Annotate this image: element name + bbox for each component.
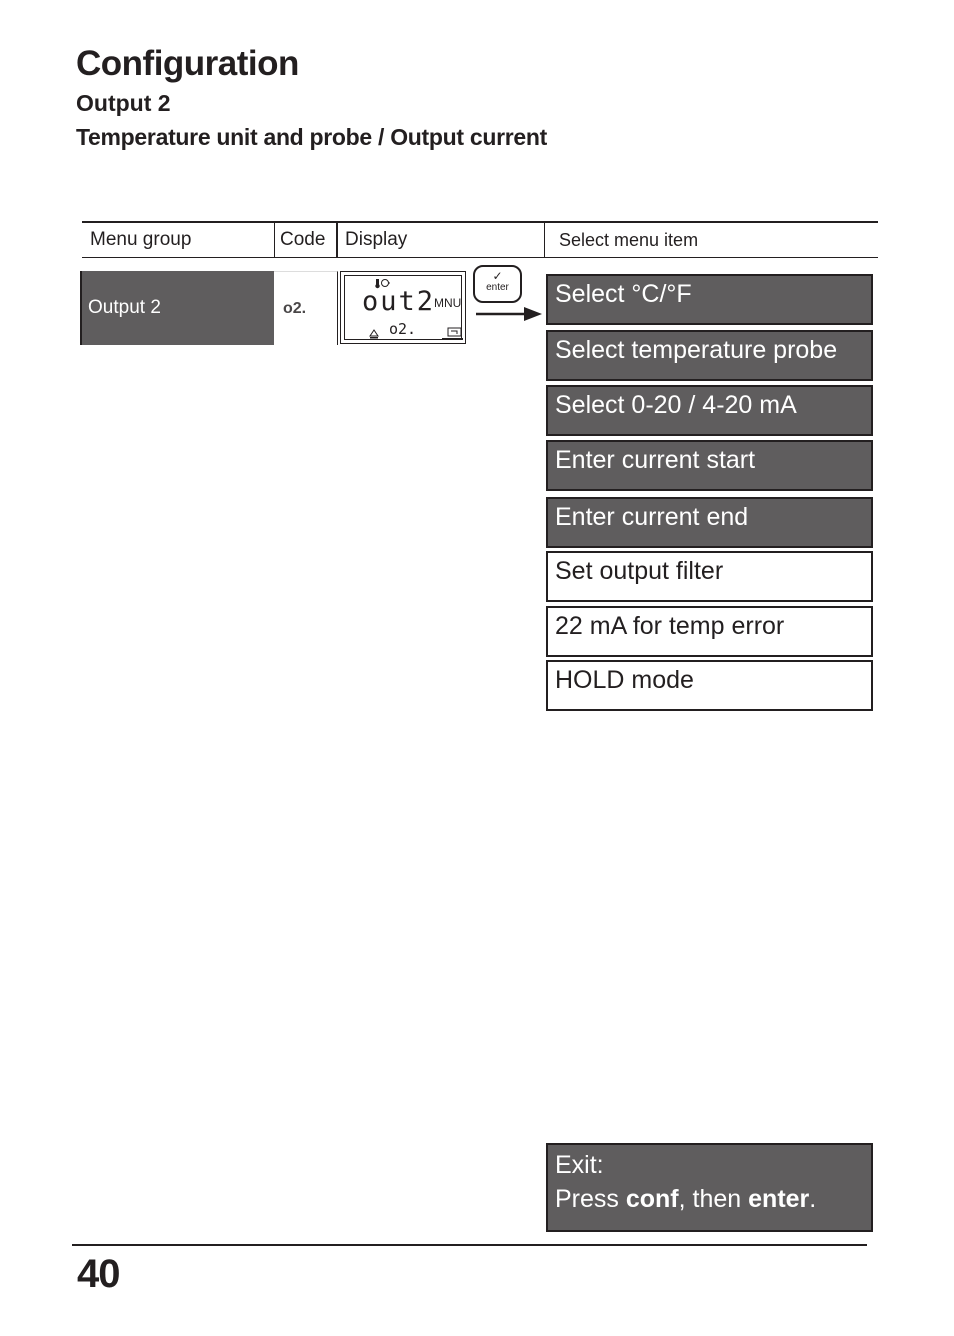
arrow-right-icon <box>476 305 544 323</box>
menu-item-hold-mode[interactable]: HOLD mode <box>546 660 873 711</box>
menu-item-select-temp-probe[interactable]: Select temperature probe <box>546 330 873 381</box>
enter-key-label: enter <box>486 282 509 293</box>
column-header-menu-group: Menu group <box>90 229 192 250</box>
page-number: 40 <box>77 1252 120 1296</box>
lcd-display <box>340 271 466 344</box>
lcd-mode-text: MNU <box>434 296 462 310</box>
menu-item-22ma-temp-error[interactable]: 22 mA for temp error <box>546 606 873 657</box>
check-icon: ✓ <box>492 269 503 283</box>
hold-warning-icon <box>370 330 378 339</box>
column-divider <box>274 223 275 257</box>
column-divider <box>544 223 545 257</box>
menu-item-select-current-range[interactable]: Select 0-20 / 4-20 mA <box>546 385 873 436</box>
menu-item-set-output-filter[interactable]: Set output filter <box>546 551 873 602</box>
lcd-sub-text: o2. <box>389 320 417 338</box>
menu-item-enter-current-start[interactable]: Enter current start <box>546 440 873 491</box>
menu-item-select-temp-unit[interactable]: Select °C/°F <box>546 274 873 325</box>
exit-text: . <box>809 1185 817 1213</box>
menu-group-output-2: Output 2 <box>80 271 274 345</box>
table-header-rule <box>82 257 878 258</box>
section-title: Temperature unit and probe / Output current <box>76 124 547 150</box>
exit-instructions <box>546 1143 873 1232</box>
column-header-display: Display <box>345 229 408 250</box>
exit-instruction-line <box>555 1182 871 1216</box>
enter-key-label: enter <box>748 1185 810 1213</box>
lcd-main-text: out2 <box>362 286 436 317</box>
footer-rule <box>72 1244 867 1246</box>
enter-key-button[interactable] <box>473 265 522 303</box>
column-divider <box>336 223 338 257</box>
menu-item-enter-current-end[interactable]: Enter current end <box>546 497 873 548</box>
column-header-code: Code <box>280 229 326 250</box>
exit-label: Exit: <box>555 1151 604 1179</box>
page-subtitle: Output 2 <box>76 90 171 116</box>
page-title: Configuration <box>76 44 299 83</box>
sensor-icon <box>442 328 463 340</box>
conf-key-label: conf <box>625 1185 679 1213</box>
exit-text: , then <box>678 1185 749 1213</box>
column-header-select-menu-item: Select menu item <box>559 230 699 250</box>
table-top-rule <box>82 221 878 223</box>
menu-code: o2. <box>274 271 338 345</box>
exit-text: Press <box>555 1185 626 1213</box>
